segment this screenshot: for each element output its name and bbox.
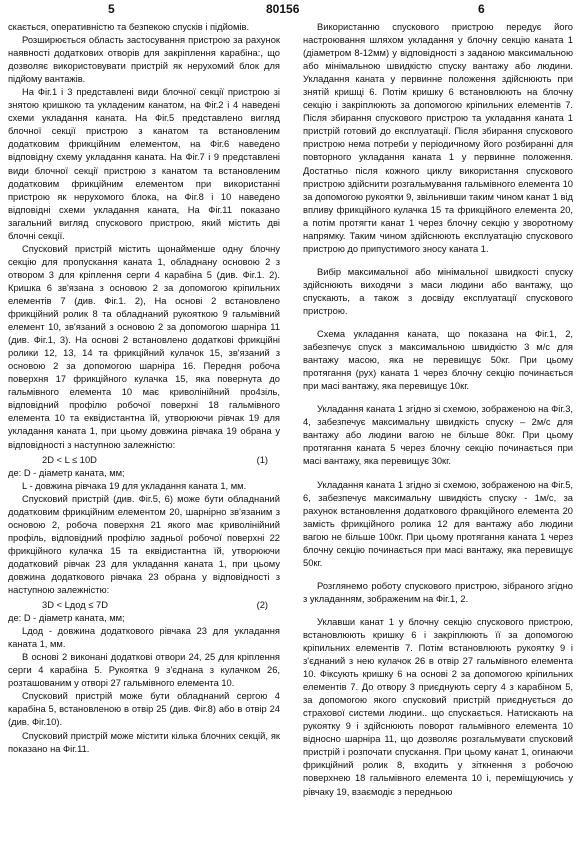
- formula-legend: L - довжина рівчака 19 для укладання каната 1, мм.: [22, 480, 247, 491]
- left-column: [8, 21, 280, 756]
- paragraph: Спусковий пристрій (див. Фіг.5, 6) може бути обладнаний додатковим фрикційним елементом 20, шарнірно зв'язаним з основою 2, робоча поверхня 21 якого має криволінійний профіль, відповідний профілю задньої робочої поверхні 22 фрикційного кулачка 15 та еквідистантна їй, утворюючи додатковий рівчак 23 для укладання каната 1, при цьому довжина додаткового рівчака 23 обрана у відповідності з наступною залежністю:: [8, 493, 280, 596]
- paragraph: На Фіг.1 і 3 представлені види блочної секції пристрою зі знятою кришкою та укладеним канатом, на Фіг.2 і 4 наведені схеми укладання каната. На Фіг.5 представлено вигляд блочної секції пристрою з канатом та встановленим додатковим фрикційним елементом, на Фіг.6 наведено відповідну схему укладання каната. На Фіг.7 і 9 представлені види блочної секції пристрою з канатом та встановленим додатковим фрикційним елементом при використанні пристрою як нерухомого блока, на Фіг.8 і 10 наведено відповідні схеми укладання каната, На Фіг.11 показано загальний вигляд спускового пристрою, який містить дві блочні секції.: [8, 87, 280, 241]
- paragraph: скається, оперативністю та безпекою спусків і підйомів.: [8, 22, 250, 32]
- page-number-right: 6: [478, 2, 485, 16]
- paragraph: Спусковий пристрій може містити кілька блочних секцій, як показано на Фіг.11.: [8, 730, 280, 754]
- formula-legend: де: D - діаметр каната, мм;: [8, 467, 125, 478]
- formula-legend: Lдод - довжина додаткового рівчака 23 для укладання каната 1, мм.: [8, 626, 280, 650]
- page-header: [0, 0, 580, 20]
- patent-number: 80156: [266, 2, 300, 16]
- paragraph: Укладання каната 1 згідно зі схемою, зображеною на Фіг.3, 4, забезпечує максимальну швидкість спуску – 2м/с для вантажу або людини вагою не більше 80кг. При цьому протягання каната 5 через блочну секцію починається при масі вантажу, яка перевищує 30кг.: [303, 404, 573, 467]
- formula-expression: 3D < Lдод ≤ 7D: [42, 600, 108, 611]
- paragraph: Укладання каната 1 згідно зі схемою, зображеною на Фіг.5, 6, забезпечує максимальну швидкість спуску - 1м/с, за рахунок встановлення додаткового фракційного елемента 20 замість фрикційного ролика 12 для вантажу або людини вагою не більше 100кг. При цьому протягання каната 1 через блочну секцію починається при масі вантажу, яка перевищує 50кг.: [303, 479, 573, 568]
- paragraph: Вибір максимальної або мінімальної швидкості спуску здійснюють виходячи з маси людини або вантажу, що спускають, а також з досвіду експлуатації спускового пристрою.: [303, 266, 573, 316]
- page-number-left: 5: [108, 2, 115, 16]
- right-column: [303, 21, 573, 799]
- column-divider: [290, 21, 291, 861]
- formula-number: (2): [256, 600, 268, 611]
- paragraph: В основі 2 виконані додаткові отвори 24, 25 для кріплення серги 4 карабіна 5. Рукоятка 9 з'єднана з кулачком 26, розташованим у отворі 27 гальмівного елемента 10.: [8, 652, 280, 689]
- paragraph: Спусковий пристрій містить щонайменше одну блочну секцію для пропускання каната 1, обладнану основою 2 з отвором 3 для кріплення серги 4 карабіна 5 (див. Фіг.1. 2). Кришка 6 зв'язана з основою 2 за допомогою кріпильних елементів 7 (див. Фіг.1. 2), На основі 2 встановлено фрикційний ролик 8 та обладнаний рукояткою 9 гальмівний елемент 10, зв'язаний з основою 2 за допомогою шарніра 11 (див. Фіг.1, 3). На основі 2 встановлено додаткові фрикційні ролики 12, 13, 14 та фрикційний кулачок 15, зв'язаний з основою 2 за допомогою шарніра 16. Передня робоча поверхня 17 фрикційного кулачка 15, яка повернута до гальмівного елемента 10 має криволінійний про4зіль, відповідний профілю робочої поверхні 18 гальмівного елемента 10 та еквідистантна їй, утворюючи рівчак 19 для укладання каната 1, при цьому довжина рівчака 19 обрана у відповідності з наступною залежністю:: [8, 243, 280, 450]
- paragraph: Уклавши канат 1 у блочну секцію спускового пристрою, встановлюють кришку 6 і закріплюють її за допомогою кріпильних елементів 7. Потім встановлюють рукоятку 9 і з'єднаний з нею кулачок 26 в отвір 27 гальмівного елемента 10. Фіксують кришку 6 на основі 2 за допомогою кріпильних елементів 7. До отвору 3 приєднують сергу 4 з карабіном 5, за допомогою якого спусковий пристрій приєднується до страхової системи людини.. що спускається. Натискають на рукоятку 9 і здійснюють поворот гальмівного елемента 10 відносно шарніра 11, що дозволяє розгальмувати спусковий пристрій і розпочати спускання. При цьому канат 1, огинаючи фрикційний ролик 8, входить у зіткнення з робочою поверхнею 18 гальмівного елемента 10 і, переміщуючись у рівчаку 19, взаємодіє з передньою: [303, 616, 573, 797]
- formula-2: [8, 599, 280, 612]
- paragraph: Спусковий пристрій може бути обладнаний сергою 4 карабіна 5, встановленою в отвір 25 (див. Фіг.8) або в отвір 24 (див. Фіг.10).: [8, 691, 280, 728]
- formula-number: (1): [256, 454, 268, 465]
- formula-legend: де: D - діаметр каната, мм;: [8, 613, 125, 624]
- paragraph: Схема укладання каната, що показана на Фіг.1, 2, забезпечує спуск з максимальною швидкістю 3 м/с для вантажу масою, яка не перевищує 50кг. При цьому протягання (рух) каната 1 через блочну секцію починається при масі вантажу, яка перевищує 10кг.: [303, 329, 573, 392]
- paragraph: Розширюється область застосування пристрою за рахунок наявності додаткових отворів для закріплення карабіна:, що дозволяє використовувати пристрій як нерухомий блок для підйому вантажів.: [8, 35, 280, 85]
- paragraph: Використанню спускового пристрою передує його настроювання шляхом укладання у блочну секцію каната 1 (діаметром 8-12мм) у відповідності з заданою максимальною або мінімальною швидкістю спуску вантажу або людини. Укладання каната у первинне положення здійснюють при знятій кришці 6. Потім кришку 6 встановлюють на блочну секцію і закріплюють за допомогою кріпильних елементів 7. Після збирання спускового пристрою та укладання каната 1 пристрій готовий до експлуатації. Після збирання спускового пристрою нема потреби у періодичному його розбиранні для повторного укладання каната 1 у первинне положення. Достатньо після кожного циклу використання спускового пристрою здійснити розгальмування гальмівного елемента 10 за допомогою рукоятки 9, звільнивши таким чином канат 1 від впливу фрикційного кулачка 15 та фрикційного елемента 20, а потім протягти канат 1 через блочну секцію у зворотному напрямку. Таким чином здійснюють експлуатацію спускового пристрою до припустимого зносу каната 1.: [303, 22, 573, 254]
- formula-expression: 2D < L ≤ 10D: [42, 454, 97, 465]
- paragraph: Розглянемо роботу спускового пристрою, зібраного згідно з укладанням, зображеним на Фіг.1, 2.: [303, 580, 573, 604]
- formula-1: [8, 454, 280, 467]
